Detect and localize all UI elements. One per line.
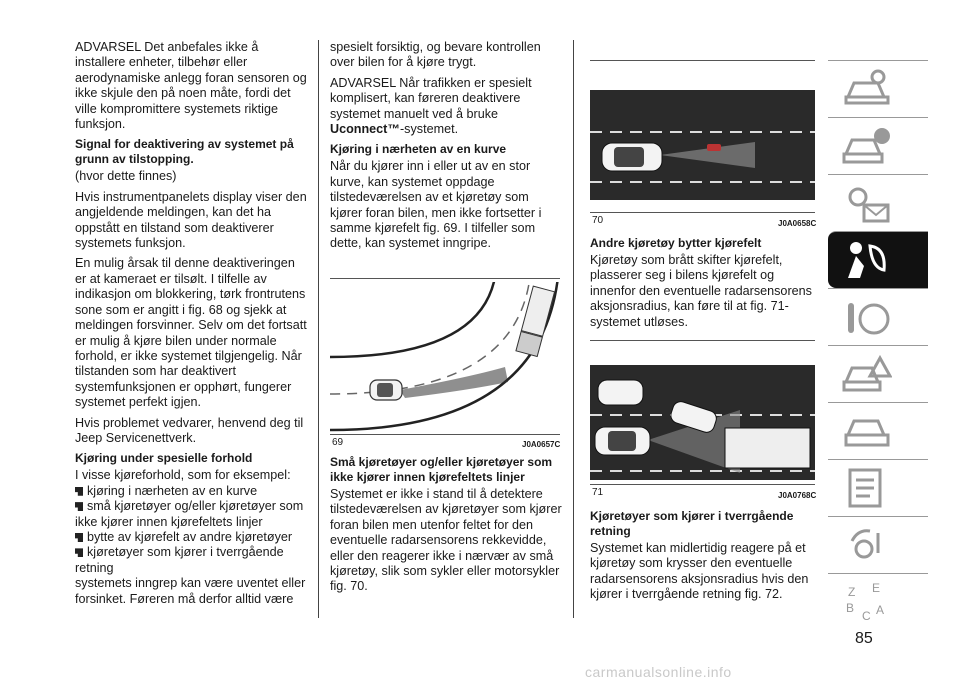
safety-icon — [842, 238, 892, 282]
paragraph: Systemet kan midlertidig reagere på et kjøretøy som krysser den eventuelle radarsensorens aksjonsradius hvis den kjører i tverrgående retning fig. 72. — [590, 541, 809, 602]
column-3-upper — [590, 236, 815, 335]
index-icon — [842, 580, 892, 624]
figure-code: J0A0658C — [778, 219, 817, 228]
figure-bottom-rule — [330, 434, 560, 435]
tab-car-emergency[interactable] — [828, 345, 928, 402]
paragraph: Når du kjører inn i eller ut av en stor kurve, kan systemet oppdage tilstedeværelsen av et kjøretøy som kjører foran bilen, men ikke fortsetter i samme kjørefelt fig. 69. I tilfeller som dette, kan systemet inngripe. — [330, 159, 542, 251]
bullet-item: bytte av kjørefelt av andre kjøretøyer — [75, 530, 307, 545]
tab-multimedia[interactable] — [828, 516, 928, 573]
multimedia-icon — [842, 523, 892, 567]
column-divider — [573, 40, 574, 618]
car-emergency-icon — [842, 352, 892, 396]
chapter-tabs — [828, 60, 928, 630]
figure-70-motorcycle-illustration — [590, 90, 815, 200]
paragraph: Hvis problemet vedvarer, henvend deg til Jeep Servicenettverk. — [75, 415, 304, 445]
uconnect-label: Uconnect™ — [330, 122, 400, 137]
section-heading: Andre kjøretøy bytter kjørefelt — [590, 236, 762, 250]
paragraph: Systemet er ikke i stand til å detektere tilstedeværelsen av kjøretøyer som kjører foran bilen men utenfor feltet for den eventuelle radarsensorens rekkevidde, eller den reagerer ikke i nærvær av små kjøretøy, slik som sykler eller motorsykler fig. 70. — [330, 487, 562, 594]
section-heading: Kjøring i nærheten av en kurve — [330, 142, 507, 157]
section-heading: Kjøretøyer som kjører i tverrgående retning — [590, 509, 794, 538]
specs-icon — [842, 466, 892, 510]
tab-car-info[interactable] — [828, 117, 928, 174]
paragraph: (hvor dette finnes) — [75, 169, 177, 184]
bullet-item: kjøring i nærheten av en kurve — [75, 484, 307, 499]
watermark: carmanualsonline.info — [585, 664, 732, 680]
svg-text:A: A — [876, 603, 885, 617]
bullet-item: små kjøretøyer og/eller kjøretøyer som ikke kjører innen kjørefeltets linjer — [75, 499, 307, 530]
section-heading: Små kjøretøyer og/eller kjøretøyer som ikke kjører innen kjørefeltets linjer — [330, 455, 553, 484]
tab-specs[interactable] — [828, 459, 928, 516]
section-heading: Signal for deaktivering av systemet på grunn av tilstopping. — [75, 137, 294, 167]
warning-paragraph — [330, 76, 562, 138]
svg-text:E: E — [872, 581, 881, 595]
warning-text: ADVARSEL Når trafikken er spesielt komplisert, kan føreren deaktivere systemet manuelt ved å bruke — [330, 75, 532, 121]
figure-top-rule — [590, 340, 815, 341]
figure-top-rule — [590, 60, 815, 61]
column-2-lower — [330, 455, 562, 600]
page-number: 85 — [855, 630, 873, 647]
car-dashboard-icon — [842, 67, 892, 111]
warning-lights-icon — [842, 181, 892, 225]
figure-top-rule — [330, 278, 560, 279]
section-heading: Kjøring under spesielle forhold — [75, 451, 253, 466]
paragraph: Kjøretøy som brått skifter kjørefelt, plasserer seg i bilens kjørefelt og innenfor den eventuelle radarsensorens aksjonsradius, kan føre til at fig. 71-systemet utløses. — [590, 253, 812, 329]
paragraph: Hvis instrumentpanelets display viser den angjeldende meldingen, kan det ha oppstått en tilstand som deaktiverer systemets funksjon. — [75, 189, 307, 251]
paragraph: En mulig årsak til denne deaktiveringen er at kameraet er tilsølt. I tilfelle av indikasjon om blokkering, tørk frontrutens sone som er angitt i fig. 68 og sjekk at meldingen forsvinner. Selv om det fortsatt er mulig å kjøre bilen under normale forhold, er ikke systemet tilgjengelig. Når tilstanden som har deaktivert systemfunksjonen er opphørt, fungerer systemet perfekt igjen. — [75, 256, 307, 410]
figure-bottom-rule — [590, 212, 815, 213]
paragraph: I visse kjøreforhold, som for eksempel: — [75, 468, 291, 483]
paragraph: spesielt forsiktig, og bevare kontrollen over bilen for å kjøre trygt. — [330, 40, 541, 70]
figure-code: J0A0768C — [778, 491, 817, 500]
tab-index[interactable] — [828, 573, 928, 630]
column-3-lower — [590, 509, 815, 608]
tab-warning-lights[interactable] — [828, 174, 928, 231]
figure-69-curve-illustration — [330, 282, 560, 432]
car-service-icon — [842, 409, 892, 453]
figure-number: 70 — [592, 215, 604, 226]
tab-car-service[interactable] — [828, 402, 928, 459]
tab-car-dashboard[interactable] — [828, 60, 928, 117]
svg-text:Z: Z — [848, 585, 856, 599]
tab-steering[interactable] — [828, 288, 928, 345]
figure-code: J0A0657C — [522, 440, 561, 449]
svg-text:C: C — [862, 609, 871, 623]
svg-text:B: B — [846, 601, 855, 615]
steering-icon — [842, 295, 892, 339]
column-1 — [75, 40, 307, 612]
figure-number: 71 — [592, 487, 604, 498]
paragraph: systemets inngrep kan være uventet eller forsinket. Føreren må derfor alltid være — [75, 576, 306, 606]
bullet-item: kjøretøyer som kjører i tverrgående retning — [75, 545, 307, 576]
figure-71-lane-change-illustration — [590, 365, 815, 480]
figure-bottom-rule — [590, 484, 815, 485]
figure-number: 69 — [332, 437, 344, 448]
column-2 — [330, 40, 562, 257]
warning-paragraph: ADVARSEL Det anbefales ikke å installere enheter, tilbehør eller aerodynamiske anlegg foran sensoren og ikke skjule den på noen måte, fordi det ville kompromittere systemets riktige funksjon. — [75, 40, 307, 132]
warning-text-tail: -systemet. — [399, 122, 459, 137]
car-info-icon — [842, 124, 892, 168]
column-divider — [318, 40, 319, 618]
tab-safety[interactable] — [828, 231, 928, 288]
